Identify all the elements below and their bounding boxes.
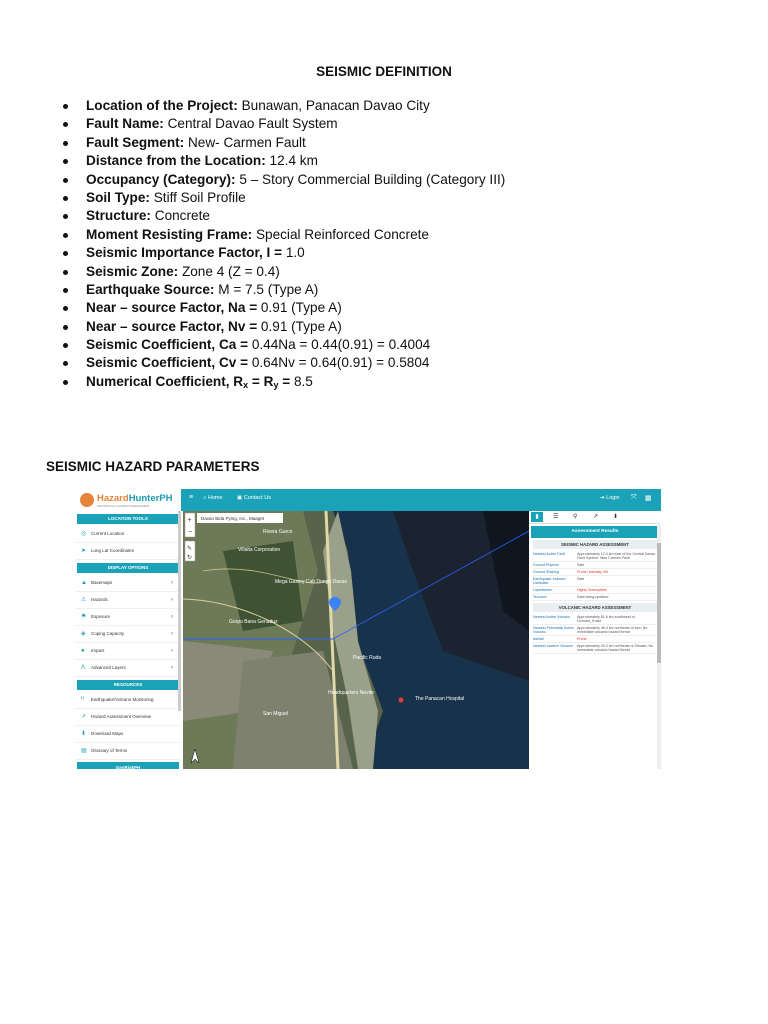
svg-text:↻: ↻ xyxy=(187,555,193,561)
item-value: Special Reinforced Concrete xyxy=(252,226,429,242)
logo-subtitle: GEOSPATIAL HAZARD ASSESSMENT xyxy=(97,504,150,508)
menu-icon[interactable]: ≡ xyxy=(189,494,194,501)
item-label: Occupancy (Category): xyxy=(86,171,236,187)
item-label: Structure: xyxy=(86,208,151,224)
subscript-y: y xyxy=(273,379,279,390)
item-label: Location of the Project: xyxy=(86,98,238,113)
item-value: Central Davao Fault System xyxy=(163,116,338,132)
sidebar-item-overview[interactable]: ↗ Hazard Assessment Overview xyxy=(75,709,181,726)
list-item xyxy=(62,244,682,262)
layers-icon: Λ xyxy=(81,665,86,671)
assessment-results-header: Assessment Results xyxy=(531,526,659,538)
table-row: Nearest Active Volcano Approximately 81.6 km southwest of Leonard_Kniaz xyxy=(533,614,657,625)
svg-text:+: + xyxy=(187,517,192,524)
impact-icon: ● xyxy=(81,648,85,654)
item-value: New- Carmen Fault xyxy=(184,134,306,150)
table-row: Nearest Active Fault Approximately 12.4 km east of the Central Davao Fault System: New Carmen Fault xyxy=(533,552,656,560)
list-item xyxy=(62,299,682,317)
fullscreen-icon[interactable]: ⤧ xyxy=(631,494,637,501)
item-label: Earthquake Source: xyxy=(86,281,215,297)
svg-text:Pacific Ruda: Pacific Ruda xyxy=(353,655,382,661)
satellite-map xyxy=(183,511,529,769)
svg-text:San Miguel: San Miguel xyxy=(263,711,289,717)
sidebar-item-impact[interactable]: ● Impact ‹ xyxy=(75,643,181,660)
item-value: 1.0 xyxy=(282,245,305,261)
section-heading: SEISMIC HAZARD PARAMETERS xyxy=(46,459,260,474)
arrow-icon: ➤ xyxy=(81,548,87,554)
numerical-eq: = R xyxy=(248,373,274,389)
svg-text:−: − xyxy=(188,529,193,536)
item-value: Bunawan, Panacan Davao City xyxy=(237,98,430,113)
item-label: Seismic Importance Factor, I = xyxy=(86,245,283,261)
item-value: M = 7.5 (Type A) xyxy=(214,281,319,297)
nav-contact[interactable]: ▣ Contact Us xyxy=(237,495,271,501)
chevron-left-icon: ‹ xyxy=(171,614,173,620)
grid-icon[interactable]: ▦ xyxy=(645,495,652,502)
tab-download-icon[interactable]: ⬇ xyxy=(613,514,619,520)
display-options-header: DISPLAY OPTIONS xyxy=(77,563,179,573)
item-label: Seismic Zone: xyxy=(86,263,179,279)
resources-header: RESOURCES xyxy=(77,680,179,690)
hazardhunter-screenshot xyxy=(75,489,661,769)
table-row: Ground Shaking Prone; Intensity VIII xyxy=(533,569,657,576)
table-row: Liquefaction Highly Susceptible xyxy=(533,587,657,594)
item-label: Near – source Factor, Na = xyxy=(86,300,258,316)
panel-tabs xyxy=(529,511,661,524)
chevron-left-icon: ‹ xyxy=(171,665,173,671)
georisk-footer[interactable]: GeoRiskPH xyxy=(77,762,179,769)
volcanic-section-title: VOLCANIC HAZARD ASSESSMENT xyxy=(533,603,657,612)
table-row: Ashfall Prone xyxy=(533,636,657,643)
item-value: 12.4 km xyxy=(265,153,318,169)
list-item xyxy=(62,336,682,354)
sidebar-item-advanced[interactable]: Λ Advanced Layers ‹ xyxy=(75,660,181,677)
table-row: Earthquake-Induced Landslide Safe xyxy=(533,576,657,587)
sidebar-scrollbar[interactable] xyxy=(178,511,181,711)
svg-text:Headquarters Nevite: Headquarters Nevite xyxy=(328,690,374,696)
numerical-label: Numerical Coefficient, R xyxy=(86,373,244,389)
chart-icon: ↗ xyxy=(81,714,87,720)
sidebar-item-basemaps[interactable]: ▲ Basemaps ‹ xyxy=(75,575,181,592)
monitoring-icon: ᴴ xyxy=(81,697,84,703)
sidebar-item-hazards[interactable]: ⚠ Hazards ‹ xyxy=(75,592,181,609)
table-row: Tsunami Data being updated xyxy=(533,594,657,601)
item-value: Stiff Soil Profile xyxy=(149,189,246,205)
item-value: 8.5 xyxy=(290,373,313,389)
sidebar-item-long-lat[interactable]: ➤ Long Lat Coordinates xyxy=(75,543,181,560)
svg-text:The Panacan Hospital: The Panacan Hospital xyxy=(415,696,465,702)
list-item xyxy=(62,226,682,244)
list-item xyxy=(62,281,682,299)
sidebar-item-coping[interactable]: ◈ Coping Capacity ‹ xyxy=(75,626,181,643)
sidebar-item-current-location[interactable]: ◎ Current Location xyxy=(75,526,181,543)
list-item xyxy=(62,263,682,281)
svg-text:Villalta Corporation: Villalta Corporation xyxy=(238,547,281,553)
coping-icon: ◈ xyxy=(81,631,86,637)
home-icon: ⌂ xyxy=(203,495,207,501)
item-label xyxy=(86,374,290,389)
panel-scrollbar[interactable] xyxy=(657,523,661,769)
item-label: Near – source Factor, Nv = xyxy=(86,318,258,334)
tab-search-icon[interactable]: ⚲ xyxy=(573,514,578,520)
sidebar-item-download[interactable]: ⬇ Download Maps xyxy=(75,726,181,743)
sidebar xyxy=(75,511,181,769)
item-label: Moment Resisting Frame: xyxy=(86,226,253,242)
logo[interactable] xyxy=(75,489,181,511)
list-item xyxy=(62,152,682,170)
list-item xyxy=(62,373,682,391)
list-item xyxy=(62,115,682,133)
item-label: Seismic Coefficient, Ca = xyxy=(86,337,249,353)
map-view[interactable] xyxy=(183,511,529,769)
table-row: Ground Rupture Safe xyxy=(533,562,657,569)
sidebar-item-exposure[interactable]: ⚑ Exposure ‹ xyxy=(75,609,181,626)
assessment-panel xyxy=(529,511,661,769)
warning-icon: ⚠ xyxy=(81,597,87,603)
basemaps-icon: ▲ xyxy=(81,580,87,586)
table-row: Nearest Potentially Active Volcano Approximately 46.4 km northeast of Apo; No immediate volcanic hazard threat xyxy=(533,625,657,636)
logo-text: HazardHunterPH xyxy=(97,493,173,504)
item-value: 0.44Na = 0.44(0.91) = 0.4004 xyxy=(248,337,431,353)
table-row: Nearest Inactive Volcano Approximately 30.3 km northeast of Sibulan; No immediate volcanic hazard threat xyxy=(533,643,657,654)
login-icon: ➔ xyxy=(600,495,605,501)
subscript-x: x xyxy=(243,379,249,390)
list-item xyxy=(62,207,682,225)
item-value: Concrete xyxy=(150,208,210,224)
item-value: 0.64Nv = 0.64(0.91) = 0.5804 xyxy=(248,355,430,371)
list-item xyxy=(62,97,682,115)
top-bar xyxy=(75,489,661,511)
chevron-left-icon: ‹ xyxy=(171,597,173,603)
download-icon: ⬇ xyxy=(81,731,87,737)
logo-mark-icon xyxy=(80,493,94,507)
svg-text:✎: ✎ xyxy=(187,546,193,552)
numerical-eq2: = xyxy=(278,373,291,389)
chevron-left-icon: ‹ xyxy=(171,648,173,654)
list-item xyxy=(62,354,682,372)
svg-text:Mega Gaisey Cab Dongo Davao: Mega Gaisey Cab Dongo Davao xyxy=(275,579,347,585)
exposure-icon: ⚑ xyxy=(81,614,87,620)
item-label: Fault Name: xyxy=(86,116,164,132)
list-item xyxy=(62,134,682,152)
svg-text:Davao Bida Pying, Inc., Maaget: Davao Bida Pying, Inc., Maaget xyxy=(201,516,265,521)
target-icon: ◎ xyxy=(81,531,87,537)
seismic-section-title: SEISMIC HAZARD ASSESSMENT xyxy=(533,540,657,549)
list-item xyxy=(62,171,682,189)
tab-chart-icon[interactable]: ↗ xyxy=(593,514,599,520)
item-label: Seismic Coefficient, Cv = xyxy=(86,355,249,371)
chevron-left-icon: ‹ xyxy=(171,631,173,637)
item-value: 0.91 (Type A) xyxy=(257,300,342,316)
svg-text:Gorpo Bana Genaduz: Gorpo Bana Genaduz xyxy=(229,619,278,625)
page-title: SEISMIC DEFINITION xyxy=(316,64,452,79)
list-item xyxy=(62,318,682,336)
tab-list-icon[interactable]: ☰ xyxy=(553,514,559,520)
item-value: 5 – Story Commercial Building (Category III) xyxy=(235,171,506,187)
item-label: Fault Segment: xyxy=(86,134,185,150)
contact-icon: ▣ xyxy=(237,495,243,501)
sidebar-item-monitoring[interactable]: ᴴ Earthquake/Volcano Monitoring xyxy=(75,692,181,709)
svg-text:Rivera Gurco: Rivera Gurco xyxy=(263,529,293,535)
item-value: 0.91 (Type A) xyxy=(257,318,342,334)
seismic-definition-list xyxy=(62,97,682,391)
list-item xyxy=(62,189,682,207)
sidebar-item-glossary[interactable]: ▤ Glossary of Terms xyxy=(75,743,181,760)
item-label: Distance from the Location: xyxy=(86,153,266,169)
location-tools-header: LOCATION TOOLS xyxy=(77,514,179,524)
login-button[interactable]: ➔ Login xyxy=(600,495,620,501)
tab-report-icon[interactable]: ▮ xyxy=(531,512,543,522)
chevron-left-icon: ‹ xyxy=(171,580,173,586)
nav-home[interactable]: ⌂ Home xyxy=(203,495,223,501)
item-label: Soil Type: xyxy=(86,189,150,205)
item-value: Zone 4 (Z = 0.4) xyxy=(178,263,280,279)
book-icon: ▤ xyxy=(81,748,87,754)
